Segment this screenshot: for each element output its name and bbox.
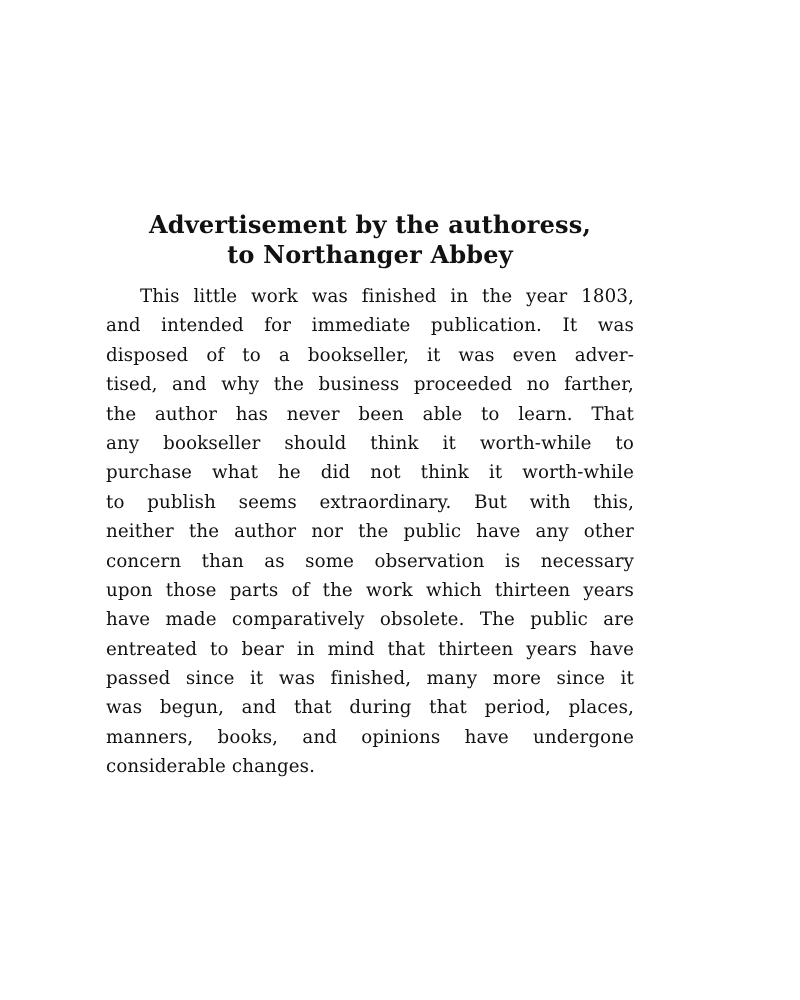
body-line: have made comparatively obsolete. The public are (106, 609, 634, 631)
body-line: considerable changes. (106, 756, 316, 778)
body-line: disposed of to a bookseller, it was even adver- (106, 344, 634, 366)
body-line: any bookseller should think it worth-while to (106, 432, 634, 454)
body-paragraph (106, 282, 634, 782)
title-line-2: to Northanger Abbey (227, 240, 513, 269)
body-line: upon those parts of the work which thirteen years (106, 579, 634, 601)
body-line: was begun, and that during that period, places, (106, 697, 634, 719)
body-line: tised, and why the business proceeded no farther, (106, 374, 634, 396)
body-line: entreated to bear in mind that thirteen years have (106, 638, 634, 660)
body-line: purchase what he did not think it worth-while (106, 462, 634, 484)
page-title (106, 210, 634, 270)
body-line: and intended for immediate publication. It was (106, 315, 634, 337)
title-line-1: Advertisement by the authoress, (148, 210, 592, 239)
body-line: This little work was finished in the year 1803, (140, 286, 634, 307)
body-line: passed since it was finished, many more since it (106, 668, 634, 690)
body-line: concern than as some observation is necessary (106, 550, 634, 572)
body-line: the author has never been able to learn. That (106, 403, 634, 425)
body-line: manners, books, and opinions have undergone (106, 726, 634, 748)
body-line: neither the author nor the public have any other (106, 521, 634, 543)
body-line: to publish seems extraordinary. But with this, (106, 491, 634, 513)
